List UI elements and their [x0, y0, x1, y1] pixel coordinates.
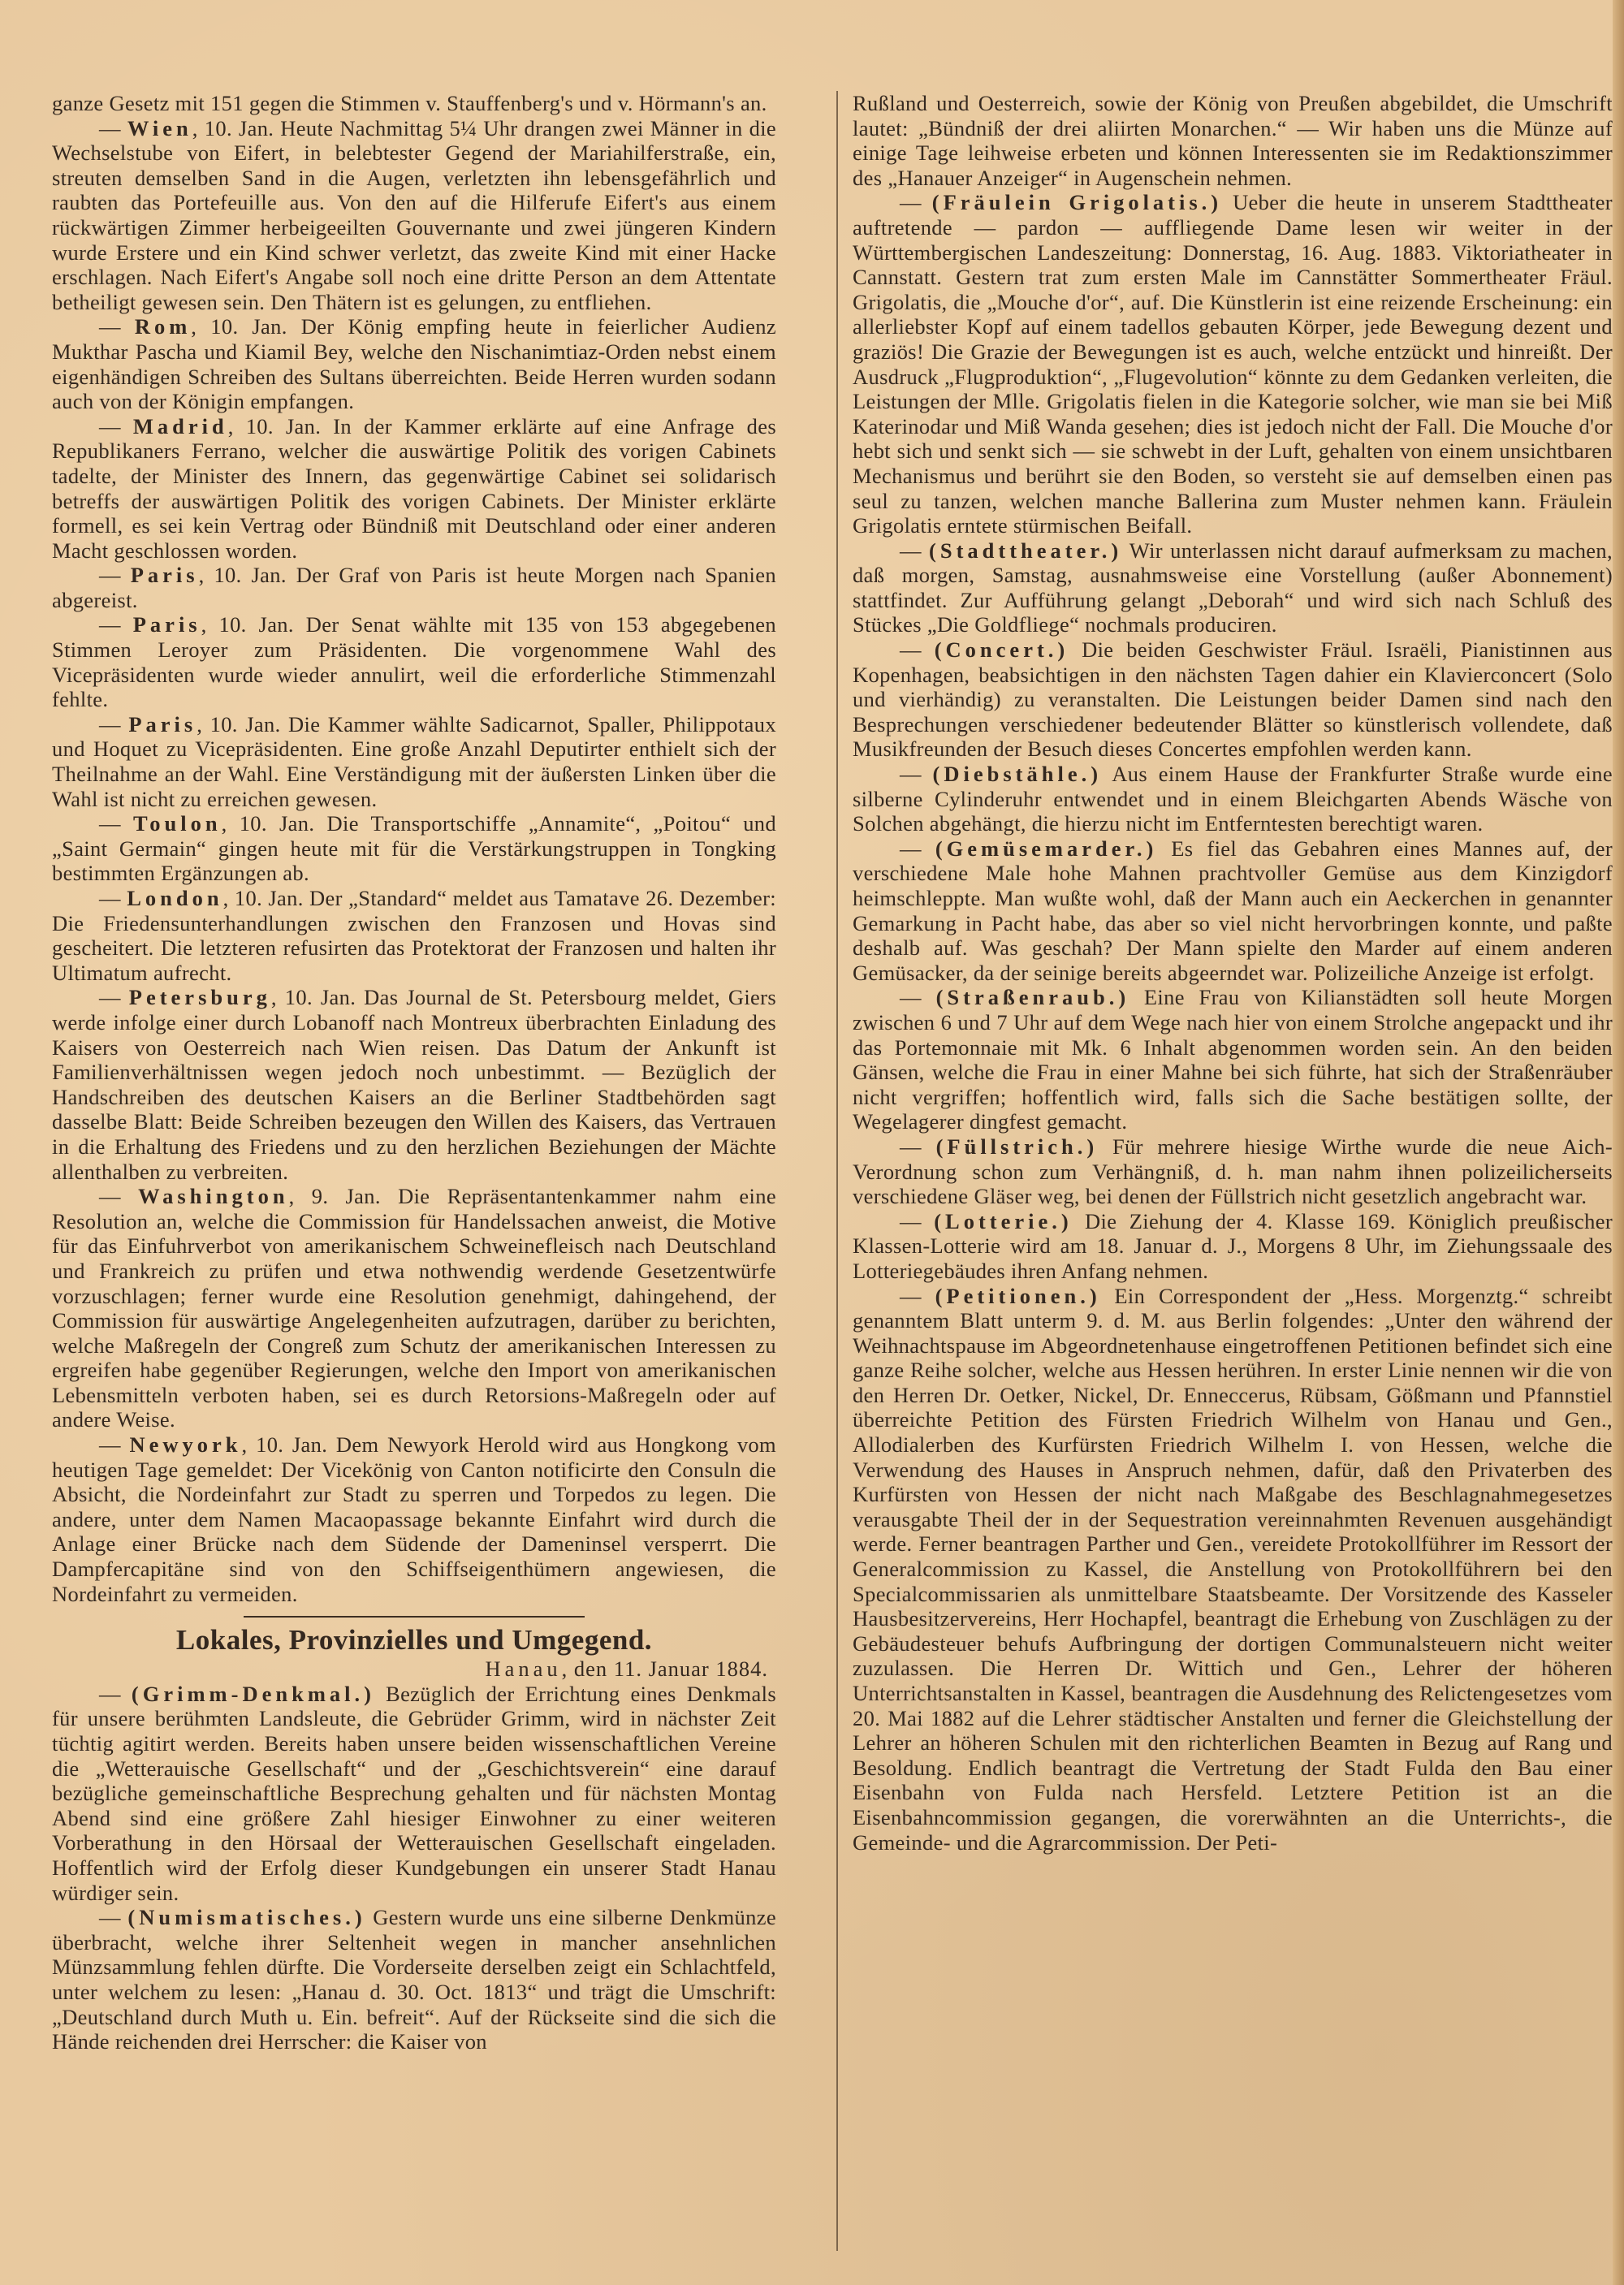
column-left	[52, 91, 776, 2054]
news-item	[853, 538, 1613, 637]
item-text: Die Ziehung der 4. Klasse 169. Königlich preußischer Klassen-Lotterie wird am 18. Januar d. J., Morgens 8 Uhr, im Ziehungssaale des Lotteriegebäudes ihren Anfang nehmen.	[853, 1208, 1613, 1283]
item-dash: —	[99, 1432, 121, 1458]
item-dateline: , 10. Jan.	[222, 886, 304, 910]
item-dateline: , 10. Jan.	[227, 413, 322, 438]
item-text: Eine Frau von Kilianstädten soll heute Morgen zwischen 6 und 7 Uhr auf dem Wege nach hier von einem Strolche angepackt und ihr das Portemonnaie mit Mk. 6 Inhalt abgenommen worden sein. An den beiden Gänsen, welche die Frau in einer Mahne bei sich führte, hat sich der Straßenräuber nicht vergriffen; hoffentlich wird, falls sich die Sache bestätigen sollte, der Wegelagerer dingfest gemacht.	[853, 985, 1613, 1134]
item-dateline: , 10. Jan.	[221, 811, 315, 836]
item-dash: —	[99, 612, 121, 637]
news-item	[52, 314, 776, 413]
item-dash: —	[99, 1184, 121, 1209]
news-item	[853, 836, 1613, 986]
item-dash: —	[99, 314, 121, 339]
item-text: Heute Nachmittag 5¼ Uhr drangen zwei Männer in die Wechselstube von Eifert, in belebtester Gegend der Mariahilferstraße, ein, streuten demselben Sand in die Augen, verletzten ihn lebensgefährlich und raubten das Portefeuille aus. Von den auf die Hilferufe Eifert's aus einem rückwärtigen Zimmer herbeigeeilten Gouvernante und zwei jüngeren Kindern wurde Erstere und ein Kind schwer verletzt, das zweite Kind mit einer Hacke erschlagen. Nach Eifert's Angabe soll noch eine dritte Person an dem Attentate betheiligt gewesen sein. Den Thätern ist es gelungen, zu entfliehen.	[52, 115, 777, 314]
item-lead: Paris	[128, 711, 197, 736]
news-item	[52, 414, 776, 564]
item-dash: —	[900, 1283, 922, 1308]
item-lead: Toulon	[133, 811, 222, 836]
item-dateline: , 10. Jan.	[198, 563, 287, 588]
news-item	[52, 116, 776, 315]
news-item	[853, 762, 1613, 836]
news-item	[52, 91, 776, 116]
news-item	[853, 1134, 1613, 1209]
item-lead: Madrid	[132, 413, 228, 438]
item-lead: (Lotterie.)	[934, 1208, 1073, 1233]
item-text: ganze Gesetz mit 151 gegen die Stimmen v. Stauffenberg's und v. Hörmann's an.	[52, 91, 767, 115]
item-lead: London	[127, 886, 223, 910]
item-lead: (Stadttheater.)	[929, 538, 1123, 563]
item-lead: (Straßenraub.)	[935, 985, 1130, 1010]
item-dash: —	[900, 836, 922, 861]
item-text: Der König empfing heute in feierlicher Audienz Mukthar Pascha und Kiamil Bey, welche den Nischanimtiaz-Orden nebst einem eigenhändigen Schreiben des Sultans überreichten. Beide Herren wurden sodann auch von der Königin empfangen.	[52, 314, 776, 414]
news-item	[853, 985, 1613, 1134]
item-lead: Petersburg	[128, 985, 271, 1010]
news-item	[52, 886, 776, 985]
item-dash: —	[99, 1905, 121, 1930]
news-item	[853, 637, 1613, 762]
item-text: Wir unterlassen nicht darauf aufmerksam zu machen, daß morgen, Samstag, ausnahmsweise eine Vorstellung (außer Abonnement) stattfindet. Zur Aufführung gelangt „Deborah“ und wird sich nach Schluß des Stückes „Die Goldfliege“ nochmals produciren.	[853, 538, 1613, 637]
item-dateline: , 10. Jan.	[191, 314, 287, 339]
item-dash: —	[99, 985, 121, 1010]
item-dash: —	[99, 886, 121, 910]
item-lead: Wien	[127, 115, 192, 140]
item-text: Der Graf von Paris ist heute Morgen nach Spanien abgereist.	[52, 563, 776, 612]
item-lead: Rom	[134, 314, 192, 339]
news-item	[52, 712, 776, 811]
item-text: Ein Correspondent der „Hess. Morgenztg.“ schreibt genanntem Blatt unterm 9. d. M. aus Berlin folgendes: „Unter den während der Weihnachtspause im Abgeordnetenhause eingetroffenen Petitionen befindet sich eine ganze Reihe solcher, welche aus Hessen herühren. In erster Linie nennen wir die von den Herren Dr. Oetker, Nickel, Dr. Enneccerus, Rübsam, Gößmann und Pfannstiel überreichte Petition des Fürsten Friedrich Wilhelm von Hanau und Gen., Allodialerben des Kurfürsten Friedrich Wilhelm I. von Hessen, welche die Verwendung des Hauses in Anspruch nehmen, dafür, daß den Privaterben des Kurfürsten von Hessen der nicht nach Maßgabe des Beschlagnahmegesetzes verausgabte Theil der in der Sequestration vereinnahmten Revenuen ausgehändigt werde. Ferner beantragen Parther und Gen., vereidete Protokollführer im Ressort der Generalcommission zu Kassel, die Anstellung von Protokollführern bei den Specialcommissarien als unmittelbare Staatsbeamte. Der Vorsitzende des Kasseler Hausbesitzervereins, Herr Hochapfel, beantragt die Erhebung von Zuschlägen zu der Gebäudesteuer behufs Aufbringung der dortigen Communalsteuern nicht weiter zuzulassen. Die Herren Dr. Wittich und Gen., Lehrer der höheren Unterrichtsanstalten in Kassel, beantragen die Ausdehnung des Relictengesetzes vom 20. Mai 1882 auf die Lehrer städtischer Anstalten und ferner die Gleichstellung der Lehrer an höheren Schulen mit den richterlichen Beamten in Bezug auf Rang und Besoldung. Endlich beantragt die Vertretung der Stadt Fulda den Bau einer Eisenbahn von Fulda nach Hersfeld. Letztere Petition ist an die Eisenbahncommission gegangen, die vorerwähnten an die Unterrichts-, die Gemeinde- und die Agrarcommission. Der Peti-	[853, 1283, 1613, 1855]
item-dash: —	[900, 190, 922, 215]
item-text: Die beiden Geschwister Fräul. Israëli, Pianistinnen aus Kopenhagen, beabsichtigen in den nächsten Tagen dahier ein Klavierconcert (Solo und vierhändig) zu veranstalten. Die Leistungen beider Damen sind nach den Besprechungen verschiedener bedeutender Blätter so künstlerisch vollendete, daß Musikfreunden der Besuch dieses Concertes empfohlen werden kann.	[853, 637, 1613, 762]
dateline	[52, 1657, 776, 1682]
news-item	[52, 1184, 776, 1432]
item-dateline: , 10. Jan.	[192, 115, 274, 140]
item-lead: (Füllstrich.)	[935, 1134, 1099, 1159]
item-text: Ueber die heute in unserem Stadttheater auftretende — pardon — auffliegende Dame lesen wir weiter in der Württembergischen Landeszeitung: Donnerstag, 16. Aug. 1883. Viktoriatheater in Cannstatt. Gestern trat zum ersten Male im Cannstätter Sommertheater Fräul. Grigolatis, die „Mouche d'or“, auf. Die Künstlerin ist eine reizende Erscheinung: ein allerliebster Kopf auf einem tadellos gebauten Körper, jede Bewegung dezent und graziös! Die Grazie der Bewegungen ist es auch, welche entzückt und hinreißt. Der Ausdruck „Flugproduktion“, „Flugevolution“ könnte zu dem Gedanken verleiten, die Leistungen der Mlle. Grigolatis fielen in die Kategorie solcher, wie man sie bei Miß Katerinodar und Miß Wanda gesehen; dies ist jedoch nicht der Fall. Die Mouche d'or hebt sich und senkt sich — sie schwebt in der Luft, gehalten von einem unsichtbaren Mechanismus und berührt sie den Boden, so versteht sie auf demselben einen pas seul zu tanzen, welchen manche Ballerina zum Muster nehmen kann. Fräulein Grigolatis erntete stürmischen Beifall.	[853, 190, 1613, 538]
news-item	[52, 1682, 776, 1905]
item-dash: —	[99, 413, 121, 438]
item-text: Der Senat wählte mit 135 von 153 abgegebenen Stimmen Leroyer zum Präsidenten. Die vorgenommene Wahl des Vicepräsidenten wurde wieder annulirt, weil die erforderliche Stimmenzahl fehlte.	[52, 612, 777, 712]
item-lead: (Concert.)	[934, 637, 1069, 663]
item-text: Für mehrere hiesige Wirthe wurde die neue Aich-Verordnung schon zum Verhängniß, d. h. man nahm ihnen polizeilicherseits verschiedene Gläser weg, bei denen der Füllstrich nicht gesetzlich angebracht war.	[853, 1134, 1613, 1209]
news-item	[52, 985, 776, 1184]
item-dash: —	[900, 1208, 922, 1233]
item-dash: —	[99, 811, 121, 836]
item-dash: —	[99, 1681, 121, 1706]
item-dash: —	[900, 637, 922, 663]
item-dateline: , 10. Jan.	[197, 711, 281, 736]
news-item	[52, 563, 776, 612]
item-text: Es fiel das Gebahren eines Mannes auf, der verschiedene Male hohe Mahnen prachtvoller Gemüse aus dem Kinzigdorf heimschleppte. Man wußte wohl, daß der Mann auch ein Aeckerchen in genannter Gemarkung in Pacht habe, das aber so viel nicht hervorbringen konnte, und paßte deshalb auf. Was geschah? Der Mann spielte den Marder auf einem anderen Gemüsacker, da der seinige bereits abgeerndet war. Polizeiliche Anzeige ist erfolgt.	[853, 836, 1613, 985]
item-dateline: , 10. Jan.	[201, 612, 294, 637]
item-text: Der „Standard“ meldet aus Tamatave 26. Dezember: Die Friedensunterhandlungen zwischen den Franzosen und Hovas sind gescheitert. Die letzteren refusirten das Protektorat der Franzosen und halten ihr Ultimatum aufrecht.	[52, 886, 777, 985]
column-right	[853, 91, 1613, 1855]
item-dateline: , 10. Jan.	[241, 1432, 328, 1458]
news-item	[853, 190, 1613, 538]
dateline-place: Hanau	[485, 1657, 562, 1682]
item-text: Das Journal de St. Petersbourg meldet, Giers werde infolge einer durch Lobanoff nach Montreux überbrachten Einladung des Kaisers von Oesterreich nach Wien reisen. Das Datum der Ankunft ist Familienverhältnissen wegen jedoch noch unbestimmt. — Bezüglich der Handschreiben des deutschen Kaisers an die Berliner Stadtbehörden sagt dasselbe Blatt: Beide Schreiben bezeugen den Willen des Kaisers, das Vertrauen in die Erhaltung des Friedens und zu den herzlichen Beziehungen der Mächte allenthalben zu verbreiten.	[52, 985, 776, 1184]
item-text: Dem Newyork Herold wird aus Hongkong vom heutigen Tage gemeldet: Der Vicekönig von Canton notificirte den Consuln die Absicht, die Nordeinfahrt zur Stadt zu sperren und Torpedos zu legen. Die andere, unter dem Namen Macaopassage bekannte Einfahrt wird durch die Anlage einer Brücke nach dem Südende der Dameninsel versperrt. Die Dampfercapitäne sind von den Schiffseigenthümern angewiesen, die Nordeinfahrt zu vermeiden.	[52, 1432, 776, 1606]
item-dateline: , 10. Jan.	[270, 985, 356, 1010]
item-text: Die Transportschiffe „Annamite“, „Poitou“ und „Saint Germain“ gingen heute mit für die Verstärkungstruppen in Tongking bestimmten Ergänzungen ab.	[52, 811, 776, 886]
item-dash: —	[900, 985, 922, 1010]
item-dash: —	[99, 711, 121, 736]
page-edge	[1613, 0, 1624, 2285]
item-text: Gestern wurde uns eine silberne Denkmünze überbracht, welche ihrer Seltenheit wegen in mancher ansehnlichen Münzsammlung fehlen dürfte. Die Vorderseite derselben zeigt ein Schlachtfeld, unter welchem zu lesen: „Hanau d. 30. Oct. 1813“ und trägt die Umschrift: „Deutschland durch Muth u. Ein. befreit“. Auf der Rückseite sind die sich die Hände reichenden drei Herrscher: die Kaiser von	[52, 1905, 776, 2054]
news-item	[52, 612, 776, 711]
item-lead: Paris	[130, 563, 199, 588]
item-lead: (Fräulein Grigolatis.)	[931, 190, 1223, 215]
item-lead: Newyork	[129, 1432, 242, 1458]
item-lead: Washington	[138, 1184, 289, 1209]
item-text: In der Kammer erklärte auf eine Anfrage des Republikaners Ferrano, welcher die auswärtige Politik des vorigen Cabinets tadelte, der Minister des Innern, das gegenwärtige Cabinet sei solidarisch betreffs der auswärtigen Politik des vorigen Cabinets. Der Minister erklärte formell, es sei kein Vertrag oder Bündniß mit Deutschland oder einer anderen Macht geschlossen worden.	[52, 413, 776, 563]
item-text: Rußland und Oesterreich, sowie der König von Preußen abgebildet, die Umschrift lautet: „Bündniß der drei aliirten Monarchen.“ — Wir haben uns die Münze auf einige Tage leihweise erbeten und können Interessenten sie im Redaktionszimmer des „Hanauer Anzeiger“ in Augenschein nehmen.	[853, 91, 1613, 190]
column-divider	[836, 91, 838, 2251]
item-lead: (Grimm-Denkmal.)	[131, 1681, 375, 1706]
item-lead: (Numismatisches.)	[127, 1905, 366, 1930]
news-item	[52, 1905, 776, 2054]
item-lead: Paris	[132, 612, 201, 637]
item-dateline: , 9. Jan.	[288, 1184, 381, 1209]
item-dash: —	[900, 762, 922, 787]
item-text: Bezüglich der Errichtung eines Denkmals für unsere berühmten Landsleute, die Gebrüder Grimm, wird in nächster Zeit tüchtig agitirt werden. Bereits haben unsere beiden wissenschaftlichen Vereine die „Wetterauische Gesellschaft“ und der „Geschichtsverein“ eine darauf bezügliche gemeinschaftliche Besprechung gehalten und für nächsten Montag Abend sind eine größere Zahl hiesiger Einwohner zu einer weiteren Vorberathung in den Hörsaal der Wetterauischen Gesellschaft eingeladen. Hoffentlich wird der Erfolg dieser Kundgebungen ein unserer Stadt Hanau würdiger sein.	[52, 1681, 776, 1905]
item-text: Aus einem Hause der Frankfurter Straße wurde eine silberne Cylinderuhr entwendet und in einem Bleichgarten Abends Wäsche von Solchen abgehängt, die hierzu nicht im Entferntesten berechtigt waren.	[853, 762, 1613, 836]
item-dash: —	[900, 1134, 922, 1159]
item-text: Die Repräsentantenkammer nahm eine Resolution an, welche die Commission für Handelssachen anweist, die Motive für das Einfuhrverbot von amerikanischem Schweinefleisch nach Deutschland und Frankreich zu prüfen und etwa nothwendig werdende Gesetzentwürfe vorzuschlagen; ferner wurde eine Resolution genehmigt, dahingehend, der Commission für auswärtige Angelegenheiten aufzutragen, darüber zu berichten, welche Maßregeln der Congreß zum Schutz der amerikanischen Interessen zu ergreifen habe gegenüber Regierungen, welche den Import von amerikanischen Lebensmitteln verboten haben, sei es durch Retorsions-Maßregeln oder auf andere Weise.	[52, 1184, 776, 1432]
news-item	[52, 811, 776, 886]
item-dash: —	[99, 115, 121, 140]
item-lead: (Petitionen.)	[935, 1283, 1101, 1308]
section-rule	[244, 1616, 585, 1618]
news-item	[853, 1284, 1613, 1855]
news-item	[52, 1432, 776, 1606]
item-dash: —	[900, 538, 922, 563]
item-lead: (Gemüsemarder.)	[935, 836, 1158, 861]
section-heading: Lokales, Provinzielles und Umgegend.	[175, 1624, 653, 1657]
news-item	[853, 91, 1613, 190]
item-text: Die Kammer wählte Sadicarnot, Spaller, Philippotaux und Hoquet zu Vicepräsidenten. Eine große Anzahl Deputirter enthielt sich der Theilnahme an der Wahl. Eine Verständigung mit der äußersten Linken über die Wahl ist nicht zu erreichen gewesen.	[52, 711, 776, 811]
dateline-date: , den 11. Januar 1884.	[561, 1657, 768, 1682]
item-dash: —	[99, 563, 121, 588]
item-lead: (Diebstähle.)	[932, 762, 1103, 787]
news-item	[853, 1209, 1613, 1284]
